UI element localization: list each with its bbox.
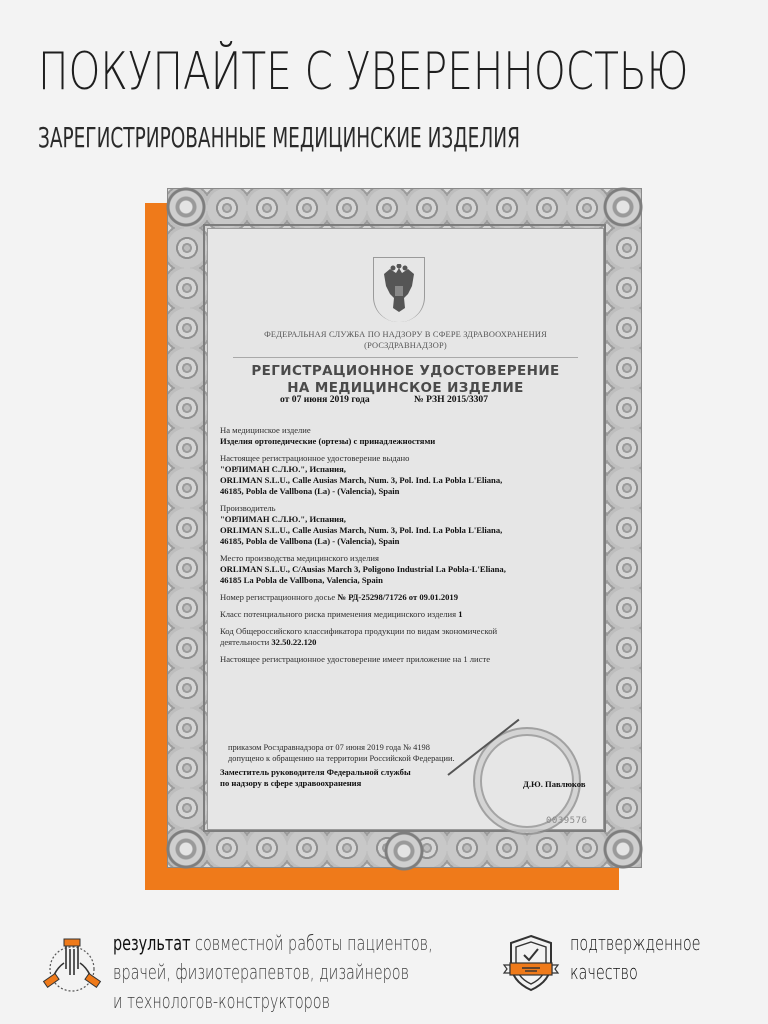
okpd-code: 32.50.22.120 <box>271 637 317 647</box>
coat-of-arms-icon <box>373 257 425 322</box>
certificate-number: № РЗН 2015/3307 <box>414 394 489 405</box>
certificate-subtitle: НА МЕДИЦИНСКОЕ ИЗДЕЛИЕ <box>287 380 524 396</box>
certificate-body: На медицинское изделие Изделия ортопедические (ортезы) с принадлежностями Настоящее регистрационное удостоверение выдано "ОРЛИМАН С.Л.Ю.", Испания, ORLIMAN S.L.U., Calle Ausias March, Num. 3, Pol. Ind. La Pobla L'Eliana, 46185, Pobla de Vallbona (La) - (Valencia), Spain Производитель "ОРЛИМАН С.Л.Ю.", Испания, ORLIMAN S.L.U., Calle Ausias March, Num. 3, Pol. Ind. La Pobla L'Eliana, 46185, Pobla de Vallbona (La) - (Valencia), Spain Место производства медицинского изделия ORLIMAN S.L.U., C/Ausias March 3, Poligono Industrial La Pobla-L'Eliana, 46185 La Pobla de Vallbona, Valencia, Spain Номер регистрационного досье № РД-25298/71726 от 09.01.2019 Класс потенциального риска применения медицинского изделия 1 Код Общероссийского классификатора продукции по видам экономической деятельности 32.50.22.120 Настоящее регистрационное удостоверение имеет приложение на 1 листе <box>220 425 506 664</box>
certificate-date: от 07 июня 2019 года <box>280 394 370 405</box>
dossier-number: № РД-25298/71726 от 09.01.2019 <box>337 592 459 602</box>
deputy-title: Заместитель руководителя Федеральной службы по надзору в сфере здравоохранения <box>220 767 411 788</box>
serial-number: 0039576 <box>546 816 588 826</box>
page-headline: ПОКУПАЙТЕ С УВЕРЕННОСТЬЮ <box>38 42 689 102</box>
shield-check-icon <box>502 933 560 993</box>
certificate-paper <box>207 228 604 830</box>
feature-quality: подтвержденное качество <box>570 931 701 984</box>
order-text: приказом Росздравнадзора от 07 июня 2019 года № 4198 допущено к обращению на территории Российской Федерации. <box>228 743 455 763</box>
feature-collaboration: результат совместной работы пациентов, врачей, физиотерапевтов, дизайнеров и технологов-конструкторов <box>113 931 433 1013</box>
agency-name: ФЕДЕРАЛЬНАЯ СЛУЖБА ПО НАДЗОРУ В СФЕРЕ ЗДРАВООХРАНЕНИЯ (РОСЗДРАВНАДЗОР) <box>264 330 547 350</box>
risk-class: 1 <box>458 609 463 619</box>
page-subheadline: ЗАРЕГИСТРИРОВАННЫЕ МЕДИЦИНСКИЕ ИЗДЕЛИЯ <box>38 121 520 154</box>
certificate-date-number <box>280 394 488 405</box>
registration-certificate <box>167 188 642 868</box>
appendix-note: Настоящее регистрационное удостоверение имеет приложение на 1 листе <box>220 654 491 664</box>
certificate-title: РЕГИСТРАЦИОННОЕ УДОСТОВЕРЕНИЕ <box>251 363 560 379</box>
signer-name: Д.Ю. Павлюков <box>523 779 586 789</box>
divider <box>233 357 578 358</box>
hands-teamwork-icon <box>40 935 104 999</box>
device-name: Изделия ортопедические (ортезы) с принадлежностями <box>220 436 436 446</box>
